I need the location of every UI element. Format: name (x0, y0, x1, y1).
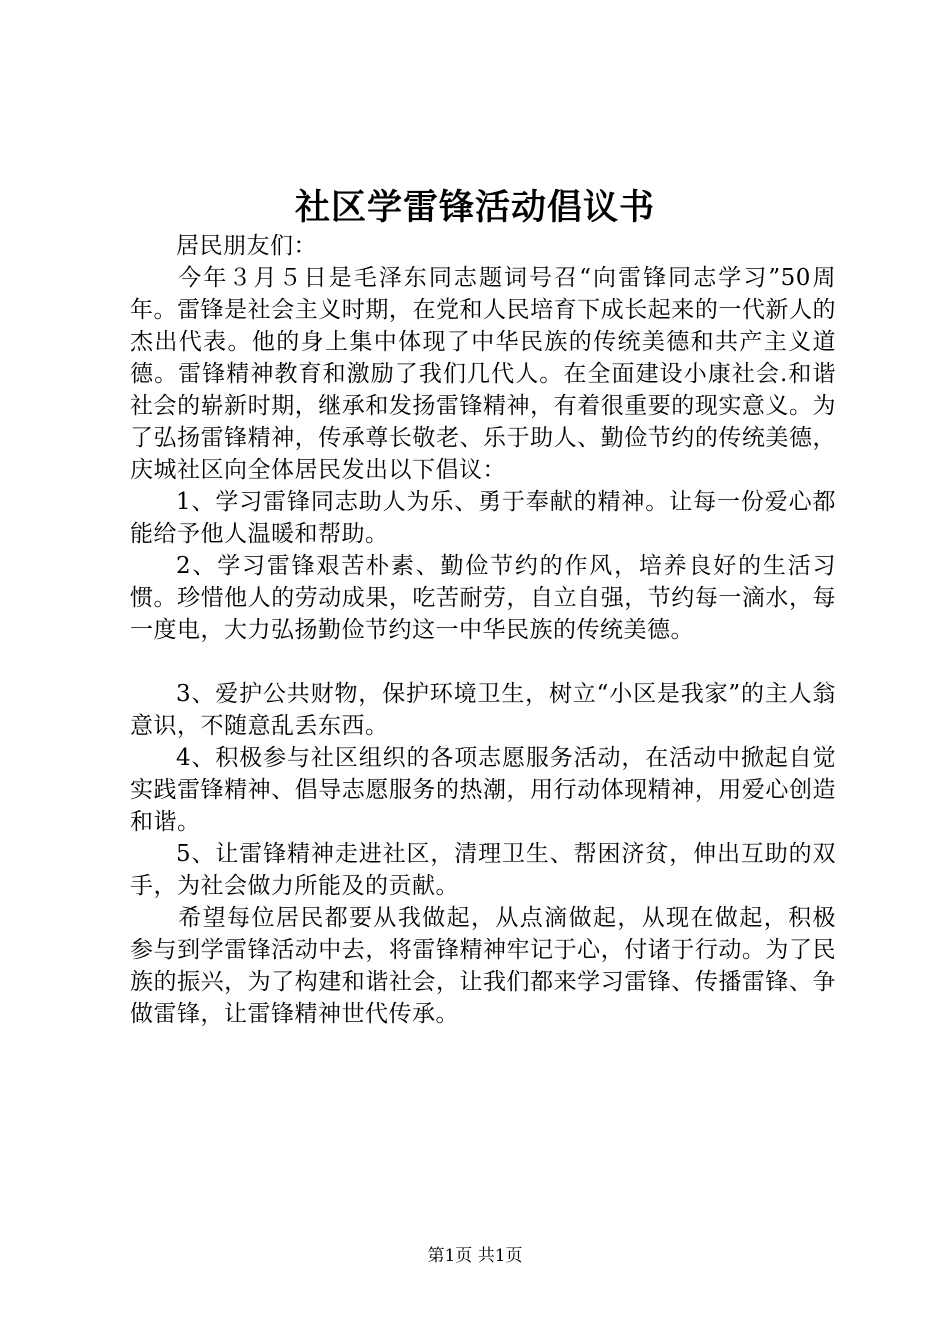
blank-line (130, 646, 836, 678)
paragraph-item-4: 4、积极参与社区组织的各项志愿服务活动，在活动中掀起自觉实践雷锋精神、倡导志愿服务的热潮，用行动体现精神，用爱心创造和谐。 (130, 745, 836, 835)
paragraph-item-5: 5、让雷锋精神走进社区，清理卫生、帮困济贫，伸出互助的双手，为社会做力所能及的贡献。 (130, 841, 836, 899)
salutation: 居民朋友们： (176, 233, 317, 259)
paragraph-item-2: 2、学习雷锋艰苦朴素、勤俭节约的作风，培养良好的生活习惯。珍惜他人的劳动成果，吃苦耐劳，自立自强，节约每一滴水，每一度电，大力弘扬勤俭节约这一中华民族的传统美德。 (130, 553, 836, 643)
page-footer: 第1页 共1页 (427, 1246, 523, 1266)
paragraph-intro: 今年３月５日是毛泽东同志题词号召“向雷锋同志学习”50周年。雷锋是社会主义时期，在党和人民培育下成长起来的一代新人的杰出代表。他的身上集中体现了中华民族的传统美德和共产主义道德。雷锋精神教育和激励了我们几代人。在全面建设小康社会.和谐社会的崭新时期，继承和发扬雷锋精神，有着很重要的现实意义。为了弘扬雷锋精神，传承尊长敬老、乐于助人、勤俭节约的传统美德，庆城社区向全体居民发出以下倡议： (130, 265, 836, 483)
paragraph-closing: 希望每位居民都要从我做起，从点滴做起，从现在做起，积极参与到学雷锋活动中去，将雷锋精神牢记于心，付诸于行动。为了民族的振兴，为了构建和谐社会，让我们都来学习雷锋、传播雷锋、争做雷锋，让雷锋精神世代传承。 (130, 905, 836, 1027)
document-title: 社区学雷锋活动倡议书 (294, 187, 655, 228)
document-body (130, 230, 836, 1030)
paragraph-item-3: 3、爱护公共财物，保护环境卫生，树立“小区是我家”的主人翁意识，不随意乱丢东西。 (130, 681, 836, 739)
paragraph-item-1: 1、学习雷锋同志助人为乐、勇于奉献的精神。让每一份爱心都能给予他人温暖和帮助。 (130, 489, 836, 547)
